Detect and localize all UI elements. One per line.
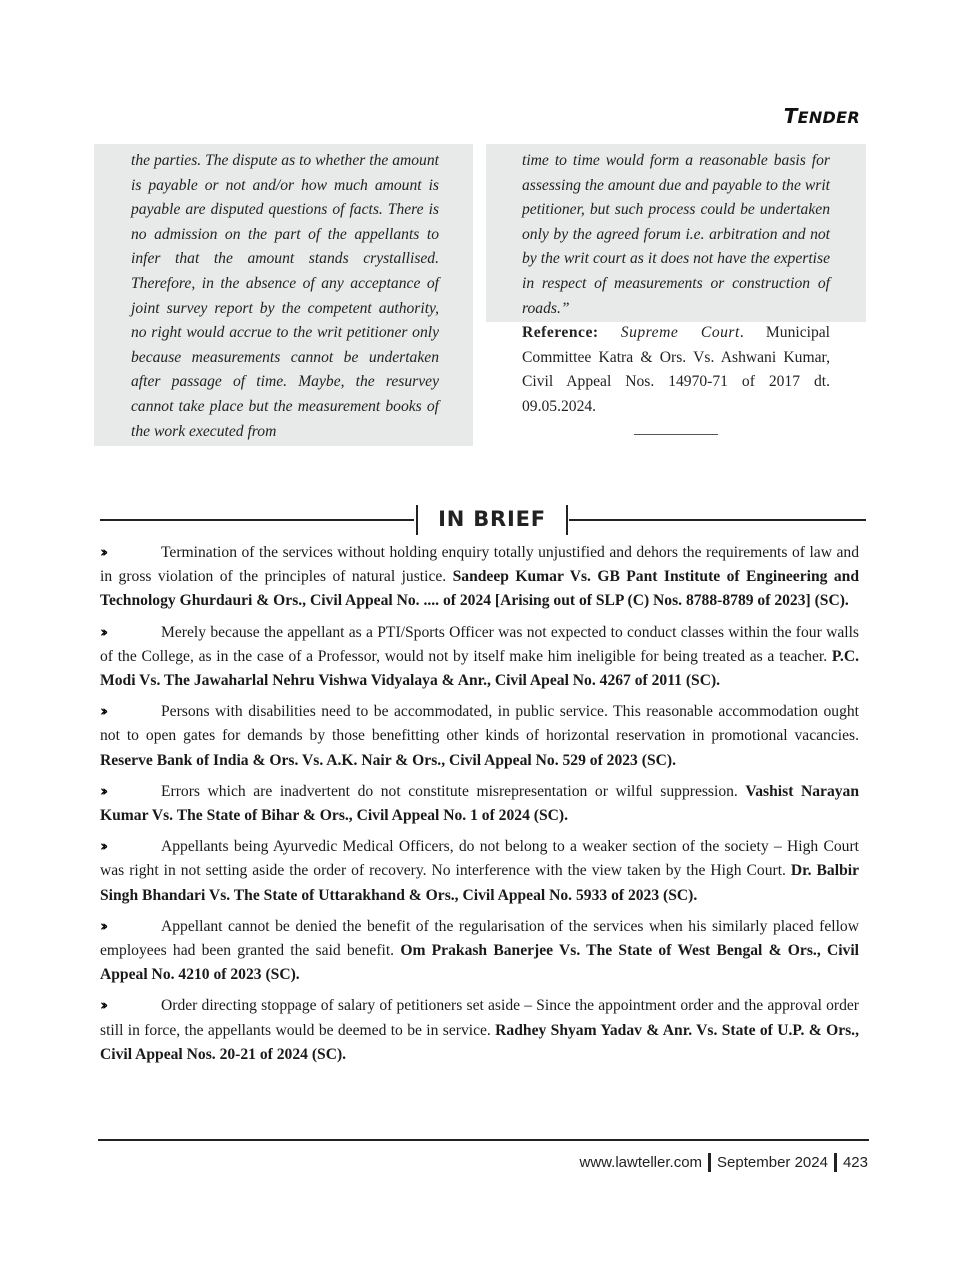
brief-item-text: Order directing stoppage of salary of petitioners set aside – Since the appointment order and the approval order still in force, the appellants would be deemed to be in service. xyxy=(100,997,859,1039)
header-rule-left xyxy=(100,519,414,521)
brief-item xyxy=(100,620,859,694)
footer-separator xyxy=(834,1153,837,1172)
brief-item-citation: Radhey Shyam Yadav & Anr. Vs. State of U.P. & Ors., Civil Appeal Nos. 20-21 of 2024 (SC). xyxy=(100,1021,859,1063)
quote-left-text: the parties. The dispute as to whether the amount is payable or not and/or how much amount is payable are disputed questions of facts. There is no admission on the part of the appellants to infer that the amount stands crystallised. Therefore, in the absence of any acceptance of joint survey report by the competent authority, no right would accrue to the writ petitioner only because measurements cannot be undertaken after passage of time. Maybe, the resurvey cannot take place but the measurement books of the work executed from xyxy=(131,152,439,440)
brief-item xyxy=(100,993,859,1067)
header-rule-right xyxy=(569,519,866,521)
header-bar-right xyxy=(566,505,568,535)
footer-rule xyxy=(98,1139,869,1141)
in-brief-header xyxy=(100,505,866,535)
section-title-rest: ENDER xyxy=(797,108,860,127)
quote-right-text: time to time would form a reasonable basis for assessing the amount due and payable to the writ petitioner, but such process could be undertaken only by the agreed forum i.e. arbitration and not by the writ court as it does not have the expertise in respect of measurements or construction of roads.” xyxy=(522,152,830,317)
brief-item-text: Errors which are inadvertent do not constitute misrepresentation or wilful suppression. xyxy=(161,782,746,800)
section-title-initial: T xyxy=(783,104,798,128)
reference-label: Reference: xyxy=(522,324,599,341)
page-footer xyxy=(580,1153,869,1172)
brief-item xyxy=(100,540,859,614)
brief-item-citation: Sandeep Kumar Vs. GB Pant Institute of Engineering and Technology Ghurdauri & Ors., Civil Appeal No. .... of 2024 [Arising out of SLP (C) Nos. 8788-8789 of 2023] (SC). xyxy=(100,568,860,610)
double-chevron-icon: ›› xyxy=(100,996,105,1015)
brief-item-text: Appellant cannot be denied the benefit of the regularisation of the services when his similarly placed fellow employees had been granted the said benefit. xyxy=(100,917,859,960)
double-chevron-icon: ›› xyxy=(100,702,105,721)
brief-item-text: Persons with disabilities need to be accommodated, in public service. This reasonable accommodation ought not to open gates for demands by those benefitting other kinds of horizontal reservation in promotional vacancies. xyxy=(100,703,859,745)
double-chevron-icon: ›› xyxy=(100,916,105,935)
brief-item xyxy=(100,914,859,988)
brief-item-citation: P.C. Modi Vs. The Jawaharlal Nehru Vishwa Vidyalaya & Anr., Civil Apeal No. 4267 of 2011 (SC). xyxy=(100,647,859,690)
double-chevron-icon: ›› xyxy=(100,543,105,561)
footer-separator xyxy=(708,1153,711,1172)
brief-item-citation: Vashist Narayan Kumar Vs. The State of Bihar & Ors., Civil Appeal No. 1 of 2024 (SC). xyxy=(100,782,860,825)
reference-court: Supreme Court xyxy=(620,324,740,341)
reference-text: . Municipal Committee Katra & Ors. Vs. Ashwani Kumar, Civil Appeal Nos. 14970-71 of 2017 dt. 09.05.2024. xyxy=(522,324,830,415)
quote-box-left xyxy=(94,144,473,446)
double-chevron-icon: ›› xyxy=(100,781,105,800)
footer-website-link[interactable]: www.lawteller.com xyxy=(579,1154,703,1171)
quote-box-right xyxy=(486,144,866,322)
article-end-rule xyxy=(634,434,718,435)
in-brief-list xyxy=(100,540,859,1073)
double-chevron-icon: ›› xyxy=(100,622,105,641)
double-chevron-icon: ›› xyxy=(100,837,105,856)
brief-item-text: Merely because the appellant as a PTI/Sports Officer was not expected to conduct classes within the four walls of the College, as in the case of a Professor, would not by itself make him ineligible for being treated as a teacher. xyxy=(100,623,859,665)
brief-item-citation: Reserve Bank of India & Ors. Vs. A.K. Nair & Ors., Civil Appeal No. 529 of 2023 (SC). xyxy=(100,751,676,769)
page-number: 423 xyxy=(842,1154,868,1171)
brief-item-text: Appellants being Ayurvedic Medical Officers, do not belong to a weaker section of the society – High Court was right in not setting aside the order of recovery. No interference with the view taken by the High Court. xyxy=(100,838,859,880)
section-title xyxy=(784,104,860,128)
brief-item-text: Termination of the services without holding enquiry totally unjustified and dehors the requirements of law and in gross violation of the principles of natural justice. xyxy=(100,544,859,586)
brief-item-citation: Dr. Balbir Singh Bhandari Vs. The State of Uttarakhand & Ors., Civil Appeal No. 5933 of 2023 (SC). xyxy=(100,862,859,904)
in-brief-title: IN BRIEF xyxy=(438,507,546,531)
reference-citation xyxy=(522,321,830,419)
footer-issue: September 2024 xyxy=(717,1154,828,1171)
brief-item xyxy=(100,779,859,828)
brief-item xyxy=(100,699,859,773)
brief-item-citation: Om Prakash Banerjee Vs. The State of West Bengal & Ors., Civil Appeal No. 4210 of 2023 (SC). xyxy=(100,942,859,984)
brief-item xyxy=(100,834,859,908)
